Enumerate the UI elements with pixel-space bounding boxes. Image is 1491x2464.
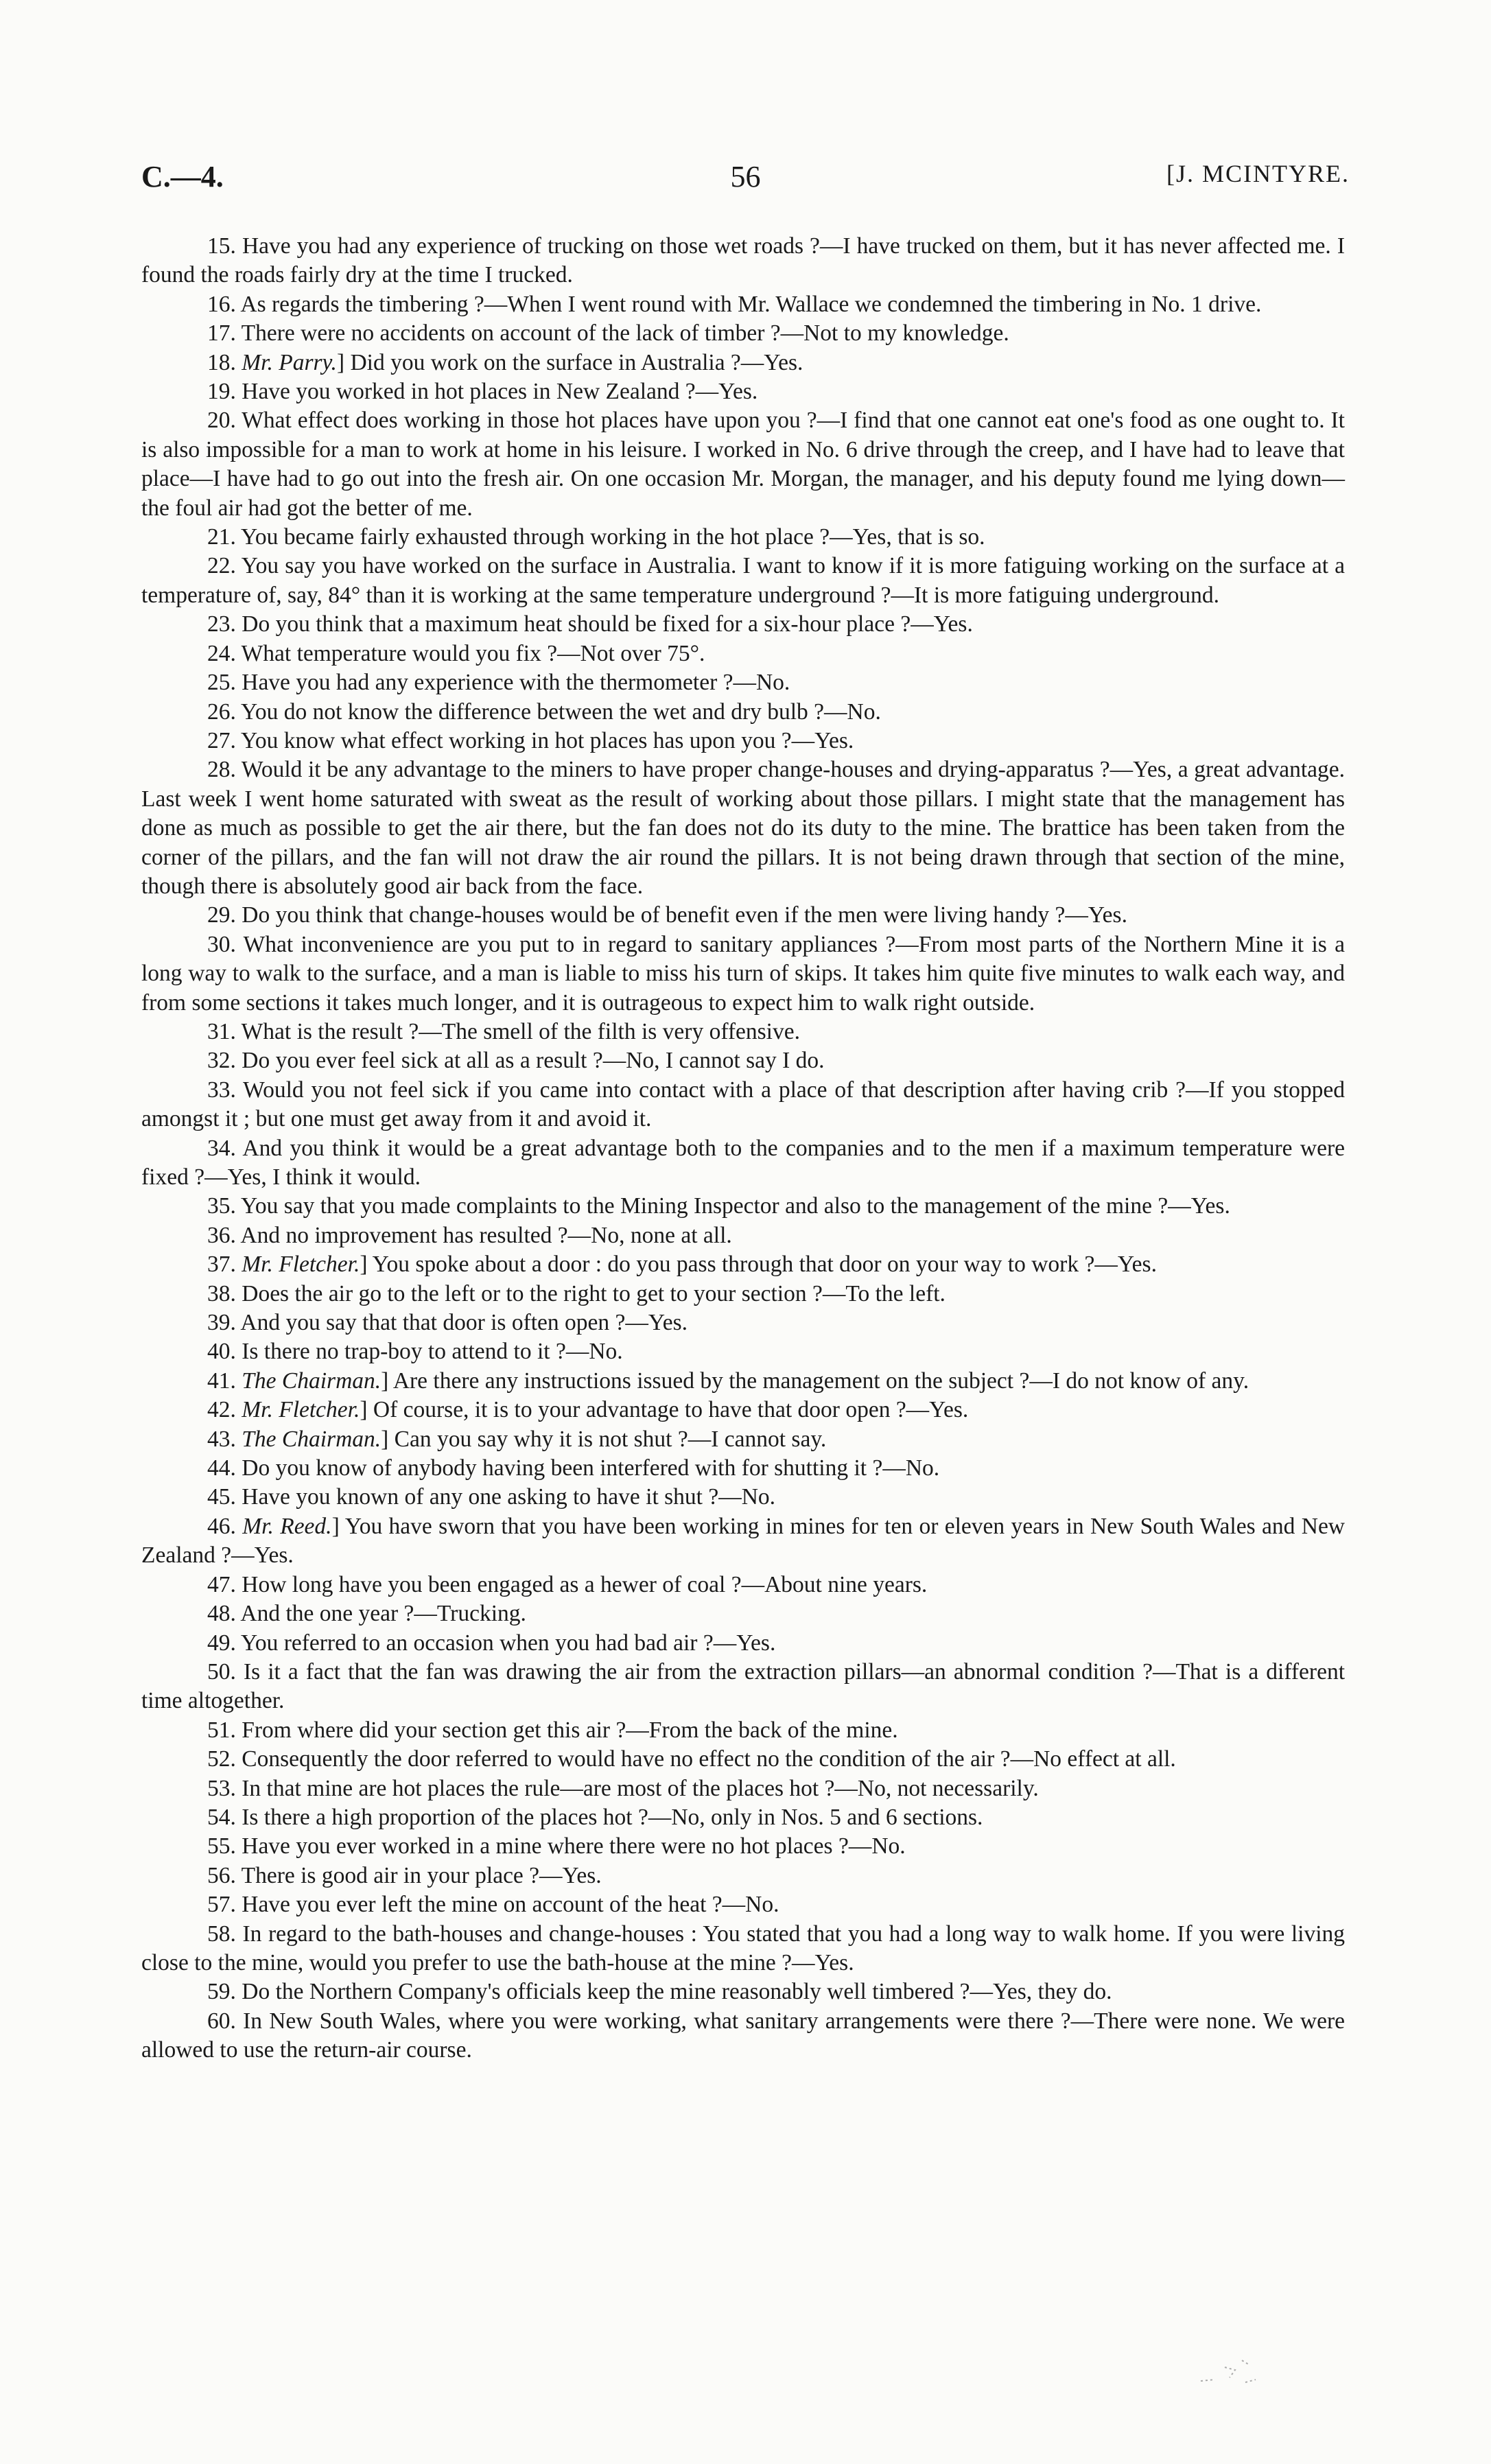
qa-paragraph: 35. You say that you made complaints to the Mining Inspector and also to the management of the mine ?—Yes. (207, 1193, 1230, 1219)
qa-paragraph: 32. Do you ever feel sick at all as a result ?—No, I cannot say I do. (207, 1048, 825, 1074)
qa-paragraph: 59. Do the Northern Company's officials keep the mine reasonably well timbered ?—Yes, they do. (207, 1979, 1112, 2005)
qa-paragraph: 38. Does the air go to the left or to the right to get to your section ?—To the left. (207, 1280, 946, 1306)
qa-paragraph: 51. From where did your section get this air ?—From the back of the mine. (207, 1717, 898, 1743)
qa-paragraph (141, 1367, 1345, 1396)
qa-paragraph: 34. And you think it would be a great advantage both to the companies and to the men if a maximum temperature were fixed ?—Yes, I think it would. (141, 1135, 1345, 1190)
qa-paragraph: 19. Have you worked in hot places in New Zealand ?—Yes. (207, 379, 758, 405)
qa-paragraph: 36. And no improvement has resulted ?—No, none at all. (207, 1222, 732, 1248)
question-number: 37. (207, 1252, 236, 1278)
question-number: 18. (207, 349, 236, 375)
question-number: 41. (207, 1368, 236, 1394)
page-number: 56 (730, 160, 761, 193)
qa-text: ] Can you say why it is not shut ?—I cannot say. (381, 1426, 827, 1452)
qa-paragraph: 26. You do not know the difference between the wet and dry bulb ?—No. (207, 699, 881, 725)
qa-paragraph: 60. In New South Wales, where you were working, what sanitary arrangements were there ?—There were none. We were allowed to use the return-air course. (141, 2008, 1345, 2063)
speaker-name: Mr. Fletcher. (242, 1397, 360, 1423)
speaker-name: Mr. Fletcher. (242, 1252, 360, 1278)
qa-paragraph (141, 1512, 1345, 1571)
qa-paragraph: 49. You referred to an occasion when you had bad air ?—Yes. (207, 1630, 776, 1656)
qa-paragraph: 54. Is there a high proportion of the places hot ?—No, only in Nos. 5 and 6 sections. (207, 1804, 983, 1830)
qa-paragraph: 56. There is good air in your place ?—Yes. (207, 1862, 602, 1888)
qa-paragraph: 50. Is it a fact that the fan was drawing the air from the extraction pillars—an abnormal condition ?—That is a different time altogether. (141, 1658, 1345, 1714)
evidence-body (141, 232, 1345, 2065)
question-number: 46. (207, 1513, 236, 1539)
qa-paragraph: 39. And you say that that door is often open ?—Yes. (207, 1310, 688, 1336)
qa-text: ] You have sworn that you have been working in mines for ten or eleven years in New South Wales and New Zealand ?—Yes. (141, 1513, 1346, 1569)
question-number: 43. (207, 1426, 236, 1452)
qa-paragraph: 48. And the one year ?—Trucking. (207, 1601, 526, 1627)
qa-paragraph: 25. Have you had any experience with the thermometer ?—No. (207, 670, 790, 696)
qa-paragraph: 47. How long have you been engaged as a hewer of coal ?—About nine years. (207, 1571, 928, 1597)
qa-paragraph: 53. In that mine are hot places the rule—are most of the places hot ?—No, not necessarily. (207, 1775, 1039, 1801)
qa-paragraph: 16. As regards the timbering ?—When I went round with Mr. Wallace we condemned the timbering in No. 1 drive. (207, 291, 1262, 317)
qa-paragraph: 24. What temperature would you fix ?—Not over 75°. (207, 640, 705, 666)
speaker-name: Mr. Parry. (242, 349, 337, 375)
qa-paragraph: 30. What inconvenience are you put to in regard to sanitary appliances ?—From most parts of the Northern Mine it is a long way to walk to the surface, and a man is liable to miss his turn of skips. It takes him quite five minutes to walk each way, and from some sections it takes much longer, and it is outrageous to expect him to walk right outside. (141, 931, 1345, 1016)
qa-text: ] Are there any instructions issued by the management on the subject ?—I do not know of any. (381, 1368, 1249, 1394)
qa-paragraph: 55. Have you ever worked in a mine where there were no hot places ?—No. (207, 1833, 906, 1859)
qa-paragraph: 23. Do you think that a maximum heat should be fixed for a six-hour place ?—Yes. (207, 611, 973, 637)
document-reference: C.—4. (141, 160, 224, 193)
qa-paragraph: 44. Do you know of anybody having been interfered with for shutting it ?—No. (207, 1455, 940, 1481)
qa-paragraph (141, 349, 1345, 377)
witness-name: [J. MCINTYRE. (1166, 160, 1350, 187)
qa-paragraph: 31. What is the result ?—The smell of the filth is very offensive. (207, 1018, 800, 1044)
qa-paragraph: 40. Is there no trap-boy to attend to it ?—No. (207, 1339, 623, 1365)
qa-paragraph: 21. You became fairly exhausted through working in the hot place ?—Yes, that is so. (207, 524, 985, 550)
qa-text: ] Did you work on the surface in Australia ?—Yes. (336, 349, 803, 375)
qa-paragraph: 57. Have you ever left the mine on account of the heat ?—No. (207, 1892, 779, 1918)
qa-paragraph: 17. There were no accidents on account of the lack of timber ?—Not to my knowledge. (207, 320, 1009, 347)
page-header (141, 159, 1350, 207)
qa-paragraph: 22. You say you have worked on the surface in Australia. I want to know if it is more fatiguing working on the surface at a temperature of, say, 84° than it is working at the same temperature underground ?—It is more fatiguing underground. (141, 553, 1345, 608)
qa-paragraph: 58. In regard to the bath-houses and change-houses : You stated that you had a long way to walk home. If you were living close to the mine, would you prefer to use the bath-house at the mine ?—Yes. (141, 1921, 1345, 1975)
qa-paragraph (141, 1250, 1345, 1279)
speaker-name: The Chairman. (242, 1426, 381, 1452)
speaker-name: The Chairman. (242, 1368, 381, 1394)
qa-paragraph: 27. You know what effect working in hot places has upon you ?—Yes. (207, 727, 854, 753)
qa-paragraph: 28. Would it be any advantage to the miners to have proper change-houses and drying-apparatus ?—Yes, a great advantage. Last week I went home saturated with sweat as the result of working about those pillars. I might state that the management has done as much as possible to get the air there, but the fan does not do its duty to the mine. The brattice has been taken from the corner of the pillars, and the fan will not draw the air round the pillars. It is not being drawn through that section of the mine, though there is absolutely good air back from the face. (141, 757, 1345, 899)
qa-paragraph: 33. Would you not feel sick if you came into contact with a place of that description after having crib ?—If you stopped amongst it ; but one must get away from it and avoid it. (141, 1077, 1345, 1132)
qa-paragraph: 45. Have you known of any one asking to have it shut ?—No. (207, 1484, 776, 1510)
qa-text: ] You spoke about a door : do you pass through that door on your way to work ?—Yes. (360, 1252, 1157, 1278)
qa-paragraph (141, 1396, 1345, 1424)
qa-paragraph: 20. What effect does working in those hot places have upon you ?—I find that one cannot eat one's food as one ought to. It is also impossible for a man to work at home in his leisure. I worked in No. 6 drive through the creep, and I have had to leave that place—I have had to go out into the fresh air. On one occasion Mr. Morgan, the manager, and his deputy found me lying down—the foul air had got the better of me. (141, 408, 1345, 521)
qa-paragraph (141, 1425, 1345, 1454)
qa-paragraph: 29. Do you think that change-houses would be of benefit even if the men were living handy ?—Yes. (207, 902, 1127, 928)
question-number: 42. (207, 1397, 236, 1423)
qa-paragraph: 52. Consequently the door referred to would have no effect no the condition of the air ?—No effect at all. (207, 1746, 1176, 1772)
qa-text: ] Of course, it is to your advantage to have that door open ?—Yes. (360, 1397, 969, 1423)
stray-ink-marks (1187, 2340, 1269, 2395)
speaker-name: Mr. Reed. (242, 1513, 332, 1539)
qa-paragraph: 15. Have you had any experience of trucking on those wet roads ?—I have trucked on them, but it has never affected me. I found the roads fairly dry at the time I trucked. (141, 233, 1345, 288)
